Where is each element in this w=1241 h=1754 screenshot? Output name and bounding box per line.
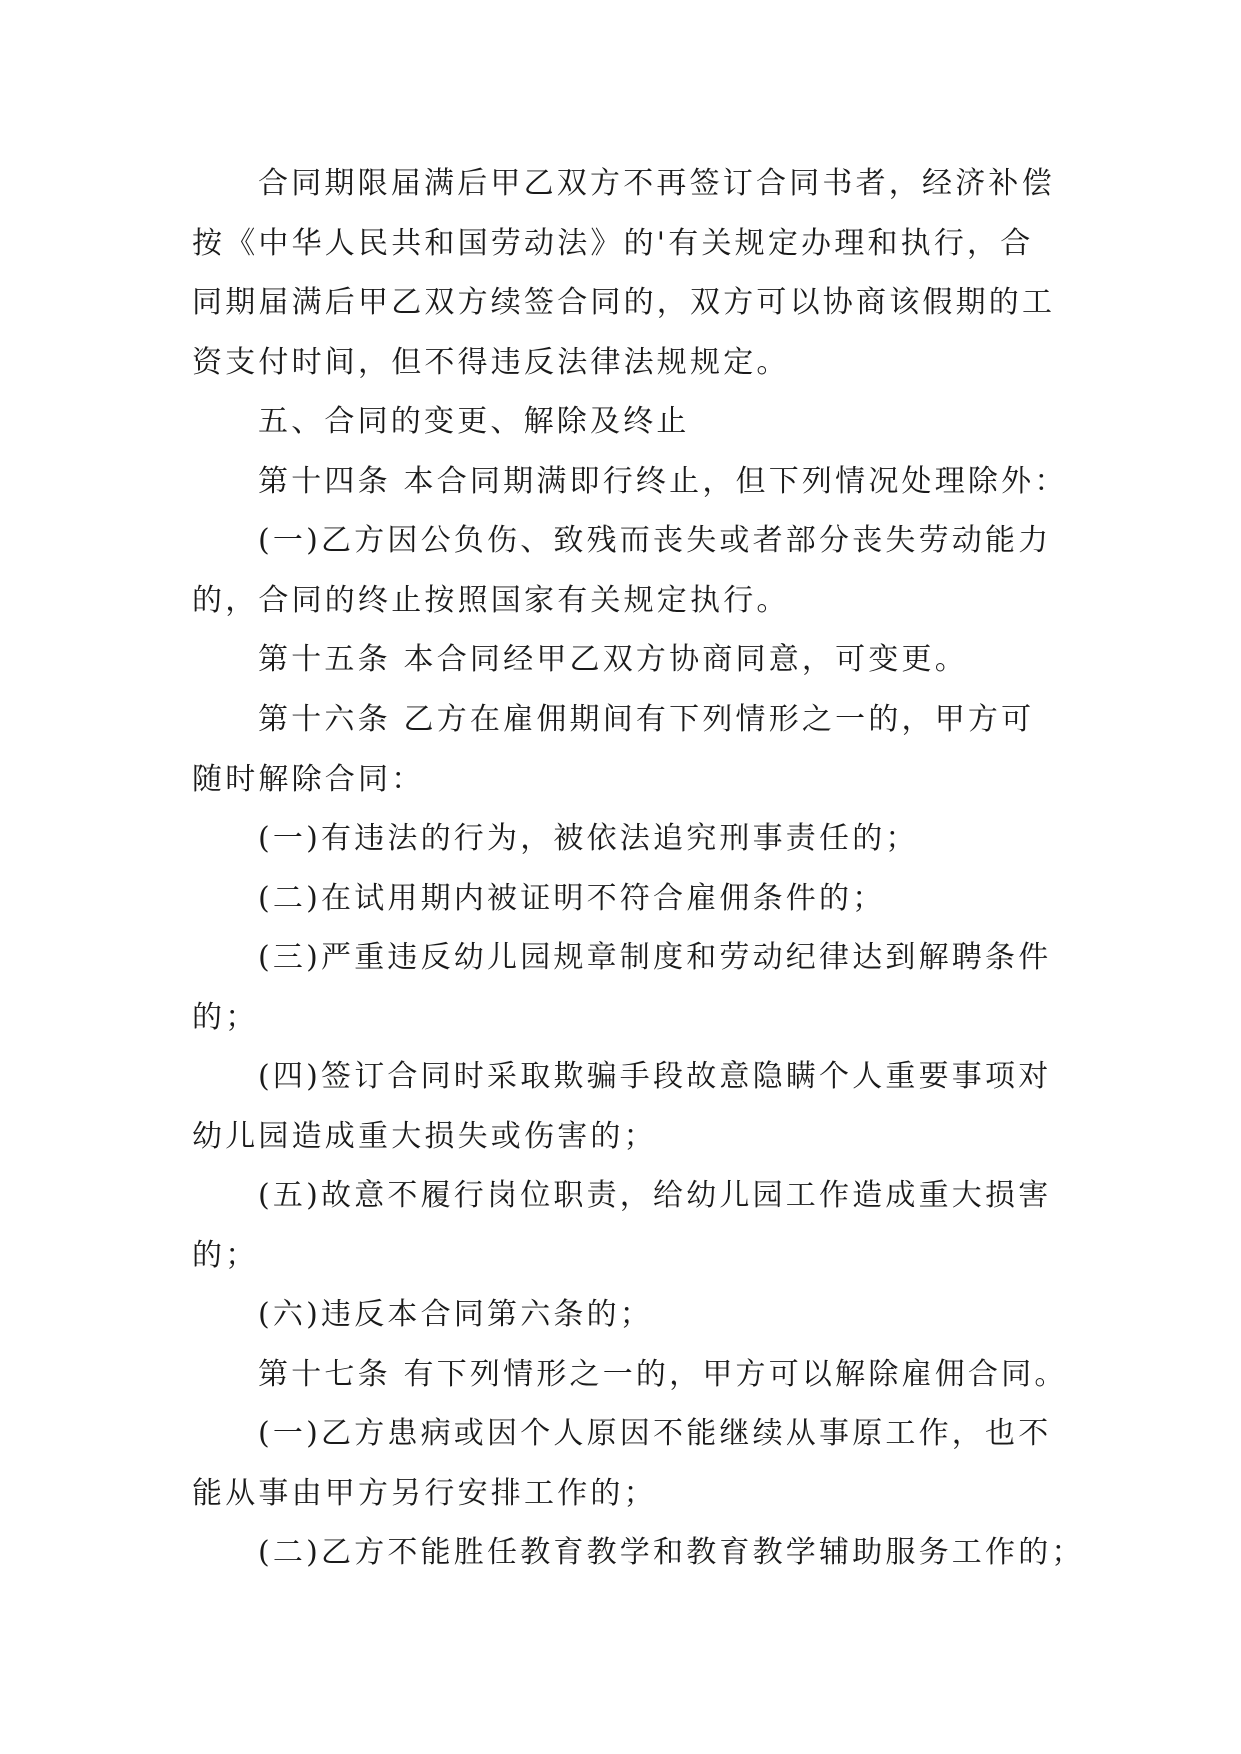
text-line: 同期届满后甲乙双方续签合同的，双方可以协商该假期的工 — [192, 285, 1056, 320]
article-16: 第十六条 乙方在雇佣期间有下列情形之一的，甲方可 — [258, 702, 1035, 737]
text-line: 的； — [192, 1000, 259, 1035]
text-line: 能从事由甲方另行安排工作的； — [192, 1476, 657, 1511]
text-line: 的，合同的终止按照国家有关规定执行。 — [192, 583, 790, 618]
text-line: (四)签订合同时采取欺骗手段故意隐瞒个人重要事项对 — [258, 1059, 1052, 1094]
article-17: 第十七条 有下列情形之一的，甲方可以解除雇佣合同。 — [258, 1357, 1068, 1392]
article-14: 第十四条 本合同期满即行终止，但下列情况处理除外： — [258, 464, 1068, 499]
text-line: 随时解除合同： — [192, 762, 425, 797]
text-line: 幼儿园造成重大损失或伤害的； — [192, 1119, 657, 1154]
text-line: 合同期限届满后甲乙双方不再签订合同书者，经济补偿 — [258, 166, 1055, 201]
text-line: 按《中华人民共和国劳动法》的'有关规定办理和执行，合 — [192, 226, 1034, 261]
article-15: 第十五条 本合同经甲乙双方协商同意，可变更。 — [258, 642, 968, 677]
text-line: (一)有违法的行为，被依法追究刑事责任的； — [258, 821, 919, 856]
text-line: (一)乙方因公负伤、致残而丧失或者部分丧失劳动能力 — [258, 523, 1052, 558]
text-line: 资支付时间，但不得违反法律法规规定。 — [192, 345, 790, 380]
section-heading: 五、合同的变更、解除及终止 — [258, 404, 690, 439]
text-line: 的； — [192, 1238, 259, 1273]
text-line: (二)在试用期内被证明不符合雇佣条件的； — [258, 881, 886, 916]
text-line: (三)严重违反幼儿园规章制度和劳动纪律达到解聘条件 — [258, 940, 1052, 975]
text-line: (六)违反本合同第六条的； — [258, 1297, 654, 1332]
text-line: (一)乙方患病或因个人原因不能继续从事原工作，也不 — [258, 1416, 1052, 1451]
text-line: (五)故意不履行岗位职责，给幼儿园工作造成重大损害 — [258, 1178, 1052, 1213]
text-line: (二)乙方不能胜任教育教学和教育教学辅助服务工作的； — [258, 1535, 1085, 1570]
